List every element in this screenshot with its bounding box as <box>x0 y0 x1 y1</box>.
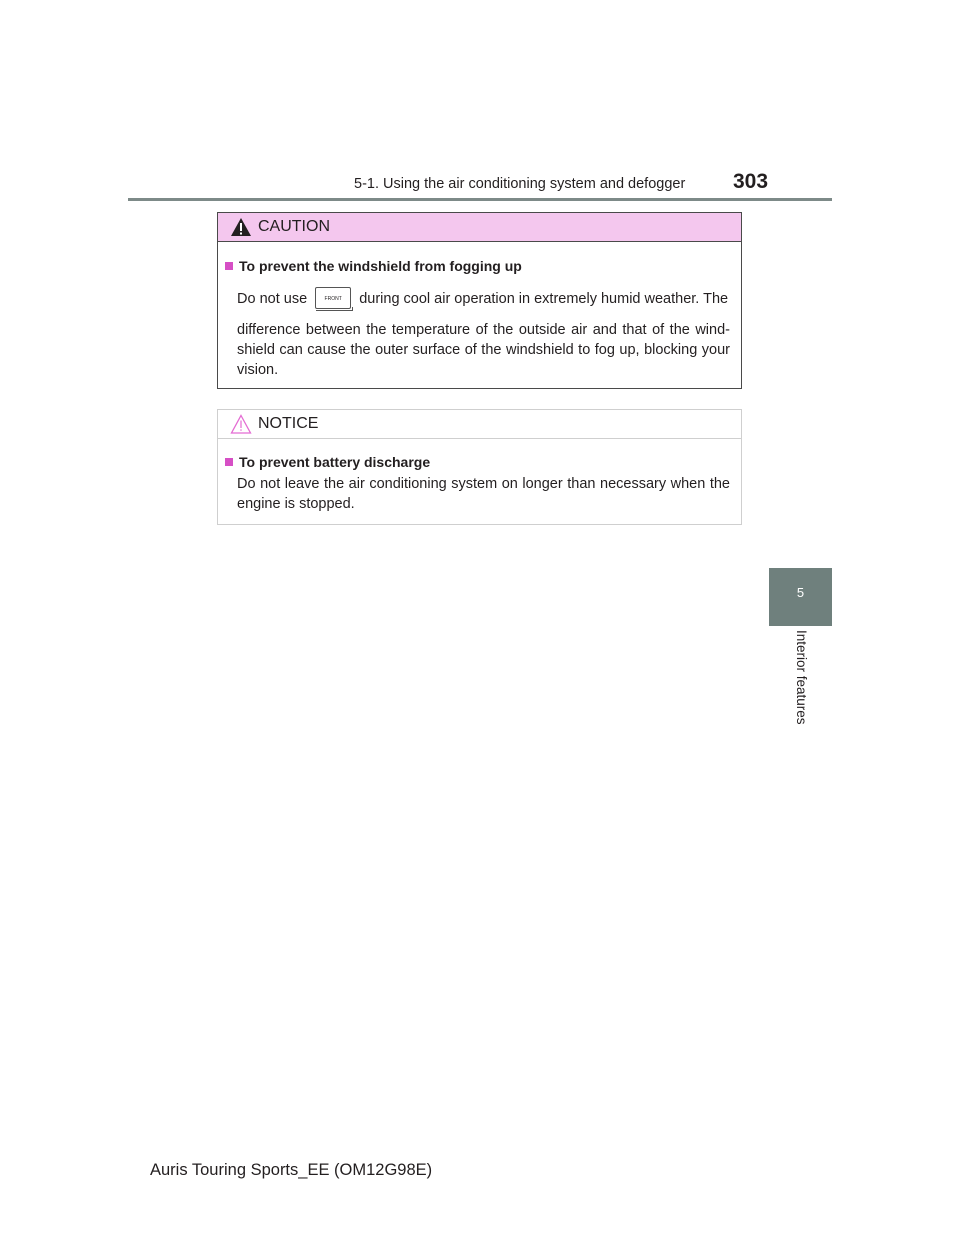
chapter-title: Interior features <box>794 630 809 725</box>
caution-box <box>217 212 742 389</box>
square-bullet-icon <box>225 458 233 466</box>
chapter-tab: 5 <box>769 568 832 626</box>
caution-text-before: Do not use <box>237 291 308 307</box>
caution-label: CAUTION <box>258 218 330 235</box>
section-title: 5-1. Using the air conditioning system and defogger <box>354 176 686 192</box>
page-number: 303 <box>733 170 769 193</box>
notice-header <box>218 410 741 439</box>
caution-item-title <box>225 256 730 276</box>
notice-body <box>218 439 741 514</box>
notice-item-title-text: To prevent battery discharge <box>239 454 431 470</box>
warning-triangle-outline-icon <box>230 414 252 434</box>
warning-triangle-icon <box>230 217 252 237</box>
notice-label: NOTICE <box>258 415 319 432</box>
square-bullet-icon <box>225 262 233 270</box>
notice-item-title <box>225 452 730 472</box>
header-divider <box>128 198 832 201</box>
caution-header <box>218 213 741 242</box>
caution-paragraph-line <box>225 289 730 309</box>
caution-text-after: during cool air operation in extremely humid weather. The <box>359 291 729 307</box>
footer-model: Auris Touring Sports_EE (OM12G98E) <box>150 1161 433 1179</box>
caution-body <box>218 242 741 380</box>
notice-box <box>217 409 742 525</box>
front-defogger-button-icon: FRONT <box>315 287 351 309</box>
notice-paragraph: Do not leave the air conditioning system on longer than necessary when the engine is stopped. <box>237 476 730 512</box>
caution-paragraph: difference between the temperature of the outside air and that of the wind-shield can cause the outer surface of the windshield to fog up, blocking your vision. <box>237 322 730 378</box>
caution-item-title-text: To prevent the windshield from fogging up <box>239 258 522 274</box>
